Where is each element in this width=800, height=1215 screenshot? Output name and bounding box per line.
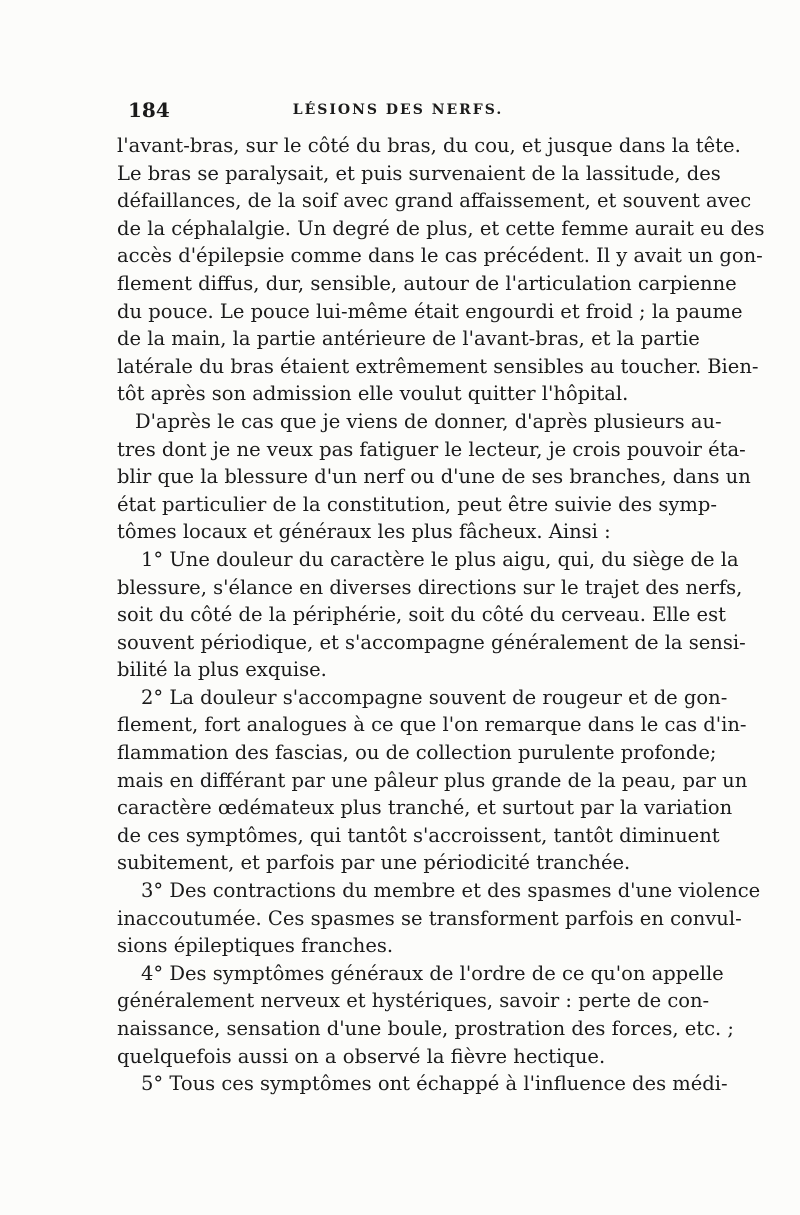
text-line: mais en différant par une pâleur plus grande de la peau, par un [117,768,748,792]
text-line: bilité la plus exquise. [117,658,327,682]
text-line: latérale du bras étaient extrêmement sensibles au toucher. Bien- [117,354,759,378]
text-line: du pouce. Le pouce lui-même était engourdi et froid ; la paume [117,299,743,323]
numbered-item-line: 4° Des symptômes généraux de l'ordre de ce qu'on appelle [141,961,724,985]
numbered-item-line: 1° Une douleur du caractère le plus aigu, qui, du siège de la [141,547,739,571]
text-line: de la céphalalgie. Un degré de plus, et cette femme aurait eu des [117,216,765,240]
text-line: soit du côté de la périphérie, soit du côté du cerveau. Elle est [117,603,726,627]
text-line: l'avant-bras, sur le côté du bras, du cou, et jusque dans la tête. [117,134,741,157]
numbered-item-line: 2° La douleur s'accompagne souvent de rougeur et de gon- [141,685,728,709]
numbered-item-line: 3° Des contractions du membre et des spasmes d'une violence [141,879,761,903]
paragraph-start-line: D'après le cas que je viens de donner, d'après plusieurs au- [135,409,722,433]
text-line: sions épileptiques franches. [117,934,394,958]
text-line: généralement nerveux et hystériques, savoir : perte de con- [117,989,710,1013]
text-line: subitement, et parfois par une périodicité tranchée. [117,851,631,875]
text-line: tôt après son admission elle voulut quitter l'hôpital. [117,382,629,406]
page-header [128,98,668,128]
text-line: blessure, s'élance en diverses directions sur le trajet des nerfs, [117,575,743,599]
text-line: de la main, la partie antérieure de l'avant-bras, et la partie [117,327,700,351]
text-line: quelquefois aussi on a observé la fièvre hectique. [117,1044,606,1068]
text-line: de ces symptômes, qui tantôt s'accroissent, tantôt diminuent [117,823,720,847]
text-line: accès d'épilepsie comme dans le cas précédent. Il y avait un gon- [117,244,763,268]
numbered-item-line: 5° Tous ces symptômes ont échappé à l'influence des médi- [141,1072,728,1096]
text-line: flement, fort analogues à ce que l'on remarque dans le cas d'in- [117,713,747,737]
text-line: défaillances, de la soif avec grand affaissement, et souvent avec [117,189,752,213]
text-line: flammation des fascias, ou de collection purulente profonde; [117,741,717,765]
text-line: tômes locaux et généraux les plus fâcheux. Ainsi : [117,520,611,544]
text-line: inaccoutumée. Ces spasmes se transforment parfois en convul- [117,906,742,930]
page-body [117,132,765,1098]
page-number: 184 [128,98,170,122]
text-line: blir que la blessure d'un nerf ou d'une de ses branches, dans un [117,465,751,489]
text-line: flement diffus, dur, sensible, autour de l'articulation carpienne [117,271,737,295]
text-line: caractère œdémateux plus tranché, et surtout par la variation [117,796,733,820]
running-title: LÉSIONS DES NERFS. [292,102,504,118]
text-line: souvent périodique, et s'accompagne généralement de la sensi- [117,630,746,654]
text-line: naissance, sensation d'une boule, prostration des forces, etc. ; [117,1017,734,1040]
text-line: état particulier de la constitution, peut être suivie des symp- [117,492,717,516]
text-line: tres dont je ne veux pas fatiguer le lecteur, je crois pouvoir éta- [117,437,746,461]
text-line: Le bras se paralysait, et puis survenaient de la lassitude, des [117,161,721,185]
